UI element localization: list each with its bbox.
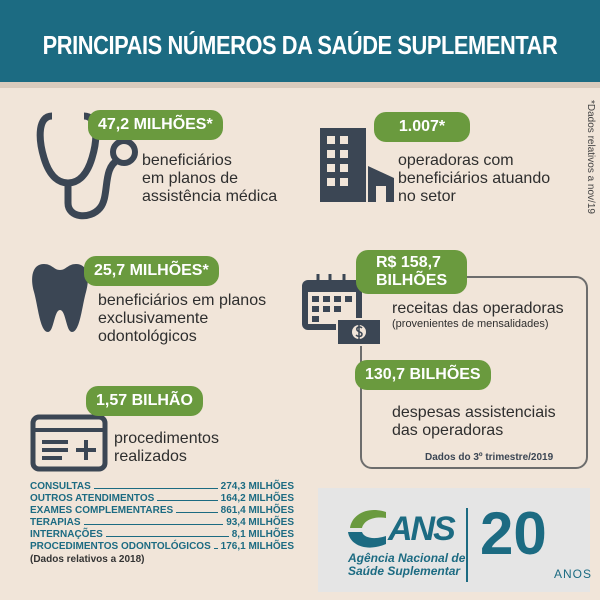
despesas-desc: despesas assistenciais das operadoras <box>392 404 556 439</box>
page-title: PRINCIPAIS NÚMEROS DA SAÚDE SUPLEMENTAR <box>42 30 558 60</box>
side-note: *Dados relativos a nov/19 <box>585 100 596 214</box>
odonto-desc: beneficiários em planos exclusivamente odontológicos <box>98 292 267 345</box>
procedimentos-desc: procedimentos realizados <box>114 430 219 465</box>
operadoras-desc: operadoras com beneficiários atuando no setor <box>398 152 551 205</box>
finance-note: Dados do 3º trimestre/2019 <box>425 452 554 463</box>
operadoras-value: 1.007* <box>374 112 470 142</box>
header-banner <box>0 0 600 88</box>
anniversary-anos: ANOS <box>554 567 593 581</box>
table-note: (Dados relativos a 2018) <box>30 554 145 565</box>
table-row: TERAPIAS 93,4 MILHÕES <box>30 517 294 528</box>
ans-symbol-icon <box>346 506 388 550</box>
procedures-table <box>30 481 294 565</box>
divider <box>466 508 468 582</box>
table-row: EXAMES COMPLEMENTARES 861,4 MILHÕES <box>30 505 294 516</box>
tooth-icon <box>30 262 90 334</box>
anniversary-number: 20 <box>480 500 547 567</box>
beneficiarios-desc: beneficiários em planos de assistência médica <box>142 152 278 205</box>
beneficiarios-value: 47,2 MILHÕES* <box>88 110 223 140</box>
table-row: PROCEDIMENTOS ODONTOLÓGICOS 176,1 MILHÕES <box>30 541 294 552</box>
odonto-value: 25,7 MILHÕES* <box>84 256 219 286</box>
ans-name: ANS <box>388 510 454 548</box>
table-row: INTERNAÇÕES 8,1 MILHÕES <box>30 529 294 540</box>
table-row: CONSULTAS 274,3 MILHÕES <box>30 481 294 492</box>
procedimentos-value: 1,57 BILHÃO <box>86 386 203 416</box>
receitas-sub: (provenientes de mensalidades) <box>392 318 549 330</box>
receitas-value: R$ 158,7 BILHÕES <box>356 250 467 294</box>
medical-record-icon <box>30 414 108 472</box>
despesas-value: 130,7 BILHÕES <box>355 360 491 390</box>
ans-logo <box>318 488 593 592</box>
table-row: OUTROS ATENDIMENTOS 164,2 MILHÕES <box>30 493 294 504</box>
ans-fullname: Agência Nacional de Saúde Suplementar <box>348 551 466 578</box>
receitas-desc: receitas das operadoras <box>392 300 564 317</box>
